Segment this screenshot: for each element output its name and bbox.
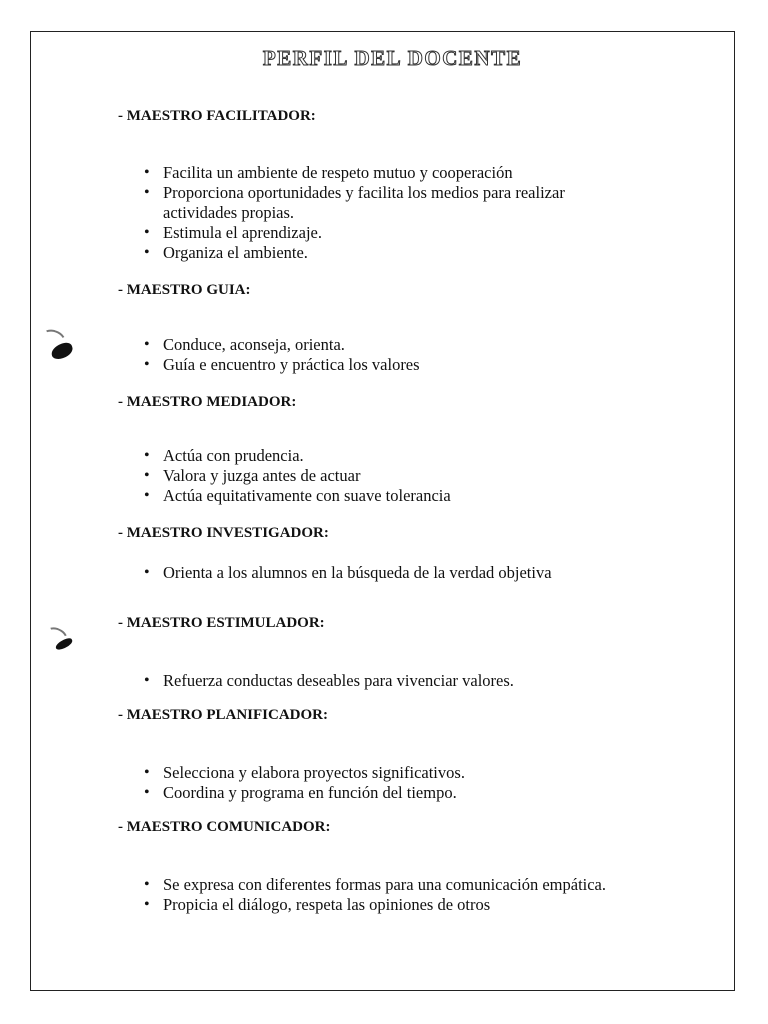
section-heading: - MAESTRO PLANIFICADOR:	[118, 707, 328, 723]
bullet-list	[144, 335, 633, 375]
list-item: • Guía e encuentro y práctica los valores	[144, 355, 633, 375]
list-item: • Proporciona oportunidades y facilita los medios para realizar actividades propias.	[144, 183, 613, 223]
list-item: • Estimula el aprendizaje.	[144, 223, 633, 243]
list-item: • Conduce, aconseja, orienta.	[144, 335, 633, 355]
document-title: PERFIL DEL DOCENTE	[262, 46, 523, 70]
bullet-list	[144, 563, 633, 583]
list-item: • Selecciona y elabora proyectos significativos.	[144, 763, 633, 783]
section-heading: - MAESTRO GUIA:	[118, 282, 251, 298]
bullet-list	[144, 671, 633, 691]
list-item: • Actúa con prudencia.	[144, 446, 633, 466]
list-item: • Actúa equitativamente con suave tolerancia	[144, 486, 633, 506]
bullet-list	[144, 763, 633, 803]
list-item: • Se expresa con diferentes formas para una comunicación empática.	[144, 875, 663, 895]
list-item: • Coordina y programa en función del tiempo.	[144, 783, 633, 803]
bullet-list	[144, 875, 663, 915]
bullet-list	[144, 163, 633, 263]
section-heading: - MAESTRO INVESTIGADOR:	[118, 525, 329, 541]
section-heading: - MAESTRO FACILITADOR:	[118, 108, 316, 124]
list-item: • Propicia el diálogo, respeta las opiniones de otros	[144, 895, 633, 915]
bullet-list	[144, 446, 633, 506]
section-heading: - MAESTRO COMUNICADOR:	[118, 819, 331, 835]
section-heading: - MAESTRO ESTIMULADOR:	[118, 615, 325, 631]
list-item: • Facilita un ambiente de respeto mutuo y cooperación	[144, 163, 633, 183]
list-item: • Orienta a los alumnos en la búsqueda de la verdad objetiva	[144, 563, 633, 583]
list-item: • Organiza el ambiente.	[144, 243, 633, 263]
section-heading: - MAESTRO MEDIADOR:	[118, 394, 297, 410]
list-item: • Refuerza conductas deseables para vivenciar valores.	[144, 671, 633, 691]
list-item: • Valora y juzga antes de actuar	[144, 466, 633, 486]
